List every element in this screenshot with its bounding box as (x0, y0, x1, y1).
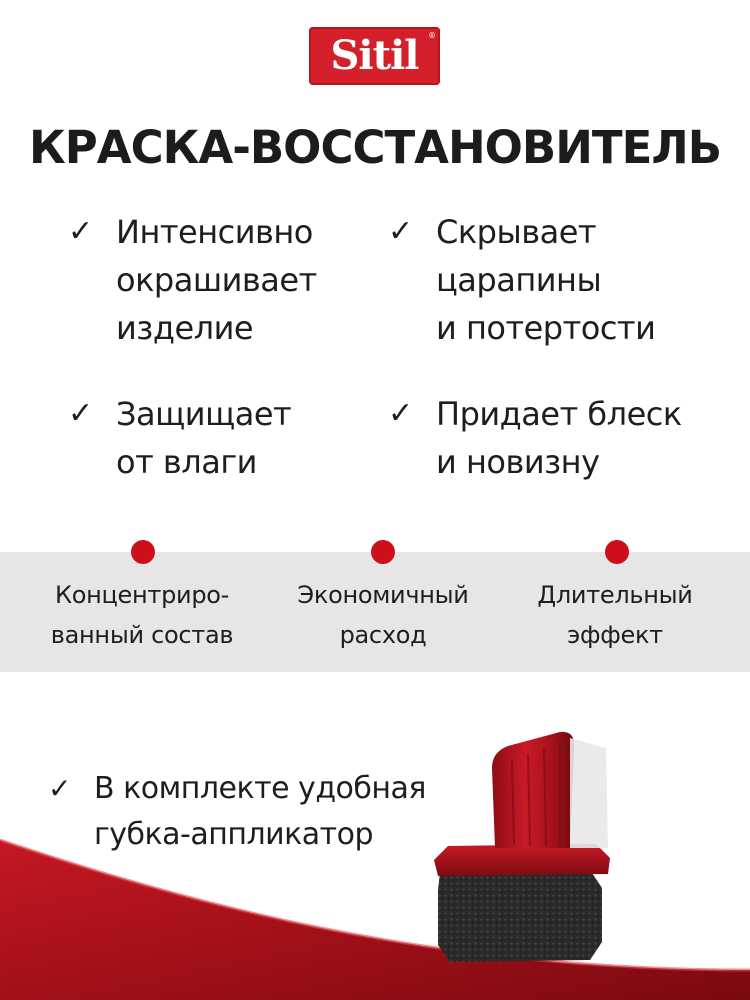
brand-logo (309, 27, 440, 85)
benefit-line: ванный состав (50, 621, 234, 649)
benefit-dot-icon (605, 540, 629, 564)
benefit-line: Длительный (537, 581, 693, 609)
feature-shine-novelty (388, 390, 682, 486)
feature-moisture-protection (68, 390, 292, 486)
checkmark-icon: ✓ (388, 396, 413, 431)
checkmark-icon: ✓ (48, 772, 71, 805)
feature-line: Скрывает (436, 213, 597, 251)
brand-logo-text: Sitil (330, 32, 419, 79)
checkmark-icon: ✓ (388, 214, 413, 249)
benefit-line: расход (339, 621, 427, 649)
feature-line: изделие (116, 309, 254, 347)
benefit-economical (253, 575, 513, 655)
feature-line: царапины (436, 261, 602, 299)
feature-line: и новизну (436, 443, 600, 481)
benefit-line: Концентриро- (55, 581, 229, 609)
feature-line: Придает блеск (436, 395, 682, 433)
feature-line: Интенсивно (116, 213, 313, 251)
benefit-dot-icon (131, 540, 155, 564)
feature-line: окрашивает (116, 261, 317, 299)
benefit-line: Экономичный (297, 581, 469, 609)
feature-line: и потертости (436, 309, 656, 347)
benefit-concentrated (12, 575, 272, 655)
feature-line: от влаги (116, 443, 257, 481)
kit-line: В комплекте удобная (94, 771, 426, 806)
kit-line: губка-аппликатор (94, 817, 374, 852)
checkmark-icon: ✓ (68, 214, 93, 249)
kit-note (48, 766, 426, 858)
feature-hides-scratches (388, 208, 656, 352)
product-title: КРАСКА-ВОССТАНОВИТЕЛЬ (28, 121, 721, 174)
benefit-line: эффект (567, 621, 663, 649)
feature-line: Защищает (116, 395, 292, 433)
benefit-long-lasting (485, 575, 745, 655)
checkmark-icon: ✓ (68, 396, 93, 431)
benefit-dot-icon (371, 540, 395, 564)
feature-intense-color (68, 208, 317, 352)
sponge-applicator-image (420, 720, 620, 970)
registered-mark-icon: ® (428, 31, 436, 40)
